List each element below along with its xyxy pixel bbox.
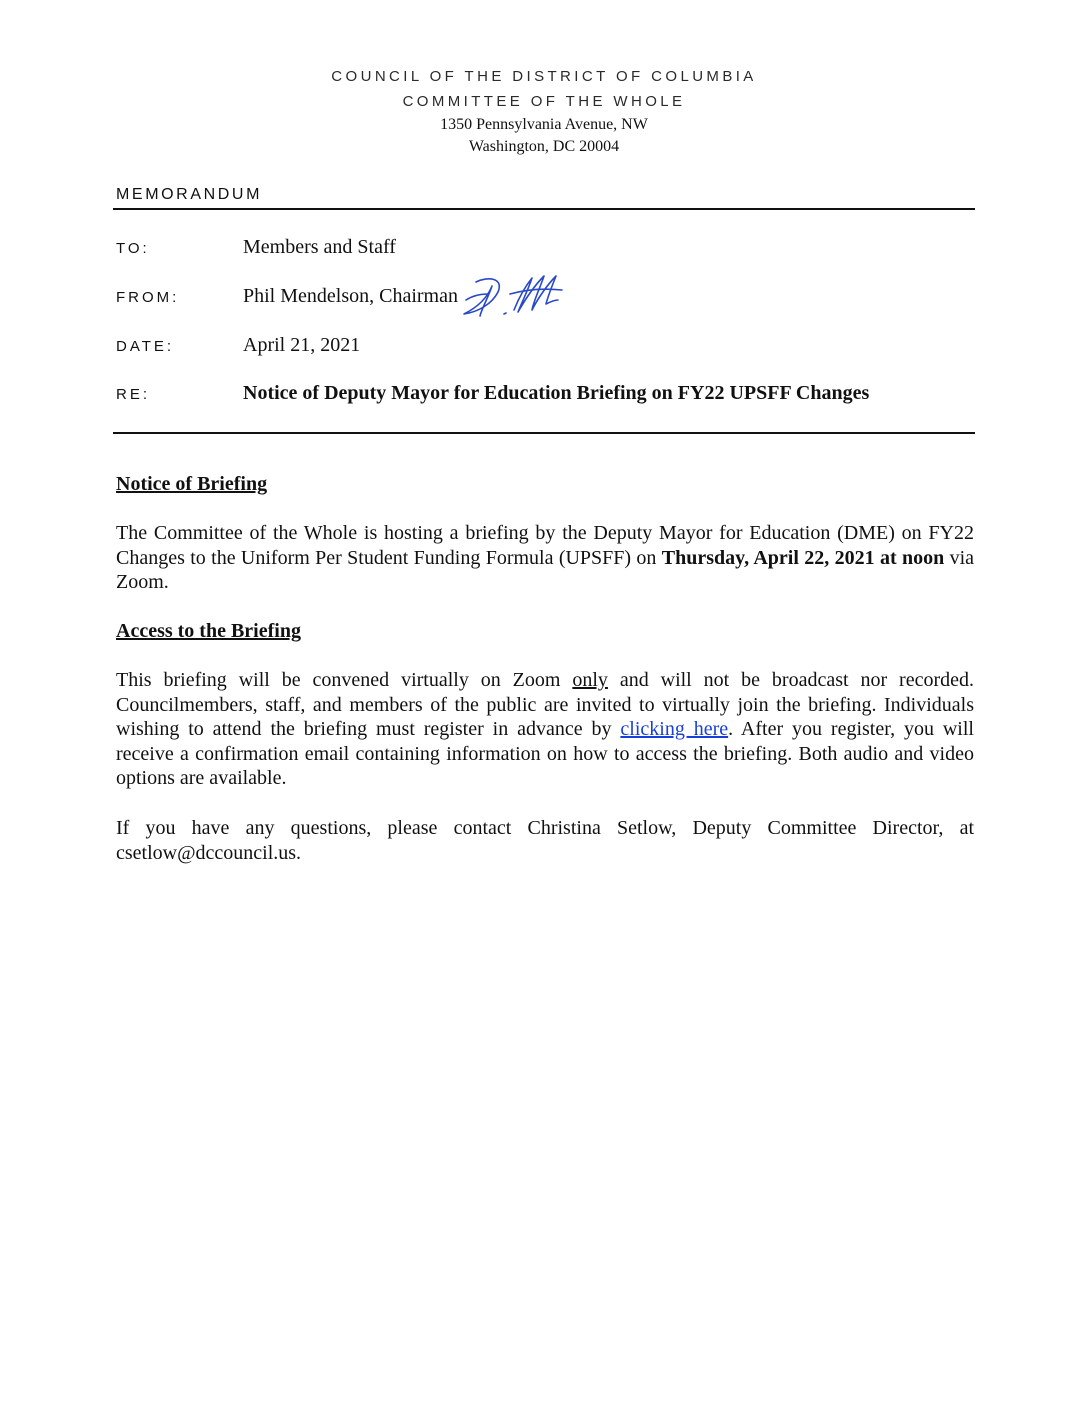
access-paragraph — [116, 668, 974, 791]
to-label: TO: — [116, 240, 150, 257]
date-label: DATE: — [116, 338, 175, 355]
from-label: FROM: — [116, 289, 180, 306]
notice-heading: Notice of Briefing — [116, 473, 268, 495]
re-row — [116, 382, 976, 408]
date-row — [116, 334, 976, 360]
date-value: April 21, 2021 — [243, 334, 361, 356]
committee-name: COMMITTEE OF THE WHOLE — [402, 93, 686, 110]
access-only-emphasis: only — [572, 669, 608, 691]
memo-title: MEMORANDUM — [116, 186, 262, 203]
signature-strokes — [464, 276, 562, 316]
notice-datetime: Thursday, April 22, 2021 at noon — [661, 546, 945, 569]
to-row — [116, 236, 976, 262]
re-label: RE: — [116, 386, 151, 403]
registration-link[interactable]: clicking here — [620, 718, 729, 740]
access-text-3: . After you register, you will receive a confirmation email containing information on how to access the briefing. Both audio and video options are available. — [116, 718, 974, 789]
re-subject: Notice of Deputy Mayor for Education Briefing on FY22 UPSFF Changes — [243, 382, 870, 404]
signature-image — [458, 270, 568, 320]
top-divider — [113, 208, 975, 210]
bottom-divider — [113, 432, 975, 434]
council-name: COUNCIL OF THE DISTRICT OF COLUMBIA — [331, 68, 757, 85]
notice-text-1: The Committee of the Whole is hosting a briefing by the Deputy Mayor for Education (DME) on FY22 Changes to the Uniform Per Student Funding Formula (UPSFF) on — [116, 522, 974, 569]
from-value: Phil Mendelson, Chairman — [243, 285, 458, 307]
notice-text-2: via Zoom. — [116, 546, 975, 593]
city-address: Washington, DC 20004 — [468, 138, 620, 155]
access-text-2: and will not be broadcast nor recorded. Councilmembers, staff, and members of the public are invited to virtually join the briefing. Individuals wishing to attend the briefing must register in advance by — [116, 669, 974, 740]
access-heading: Access to the Briefing — [116, 620, 301, 642]
notice-paragraph — [116, 521, 974, 595]
access-text-1: This briefing will be convened virtually on Zoom — [116, 669, 573, 691]
to-value: Members and Staff — [243, 236, 396, 258]
street-address: 1350 Pennsylvania Avenue, NW — [440, 116, 648, 133]
contact-paragraph: If you have any questions, please contact Christina Setlow, Deputy Committee Director, at csetlow@dccouncil.us. — [116, 817, 974, 864]
letterhead — [0, 64, 1088, 158]
